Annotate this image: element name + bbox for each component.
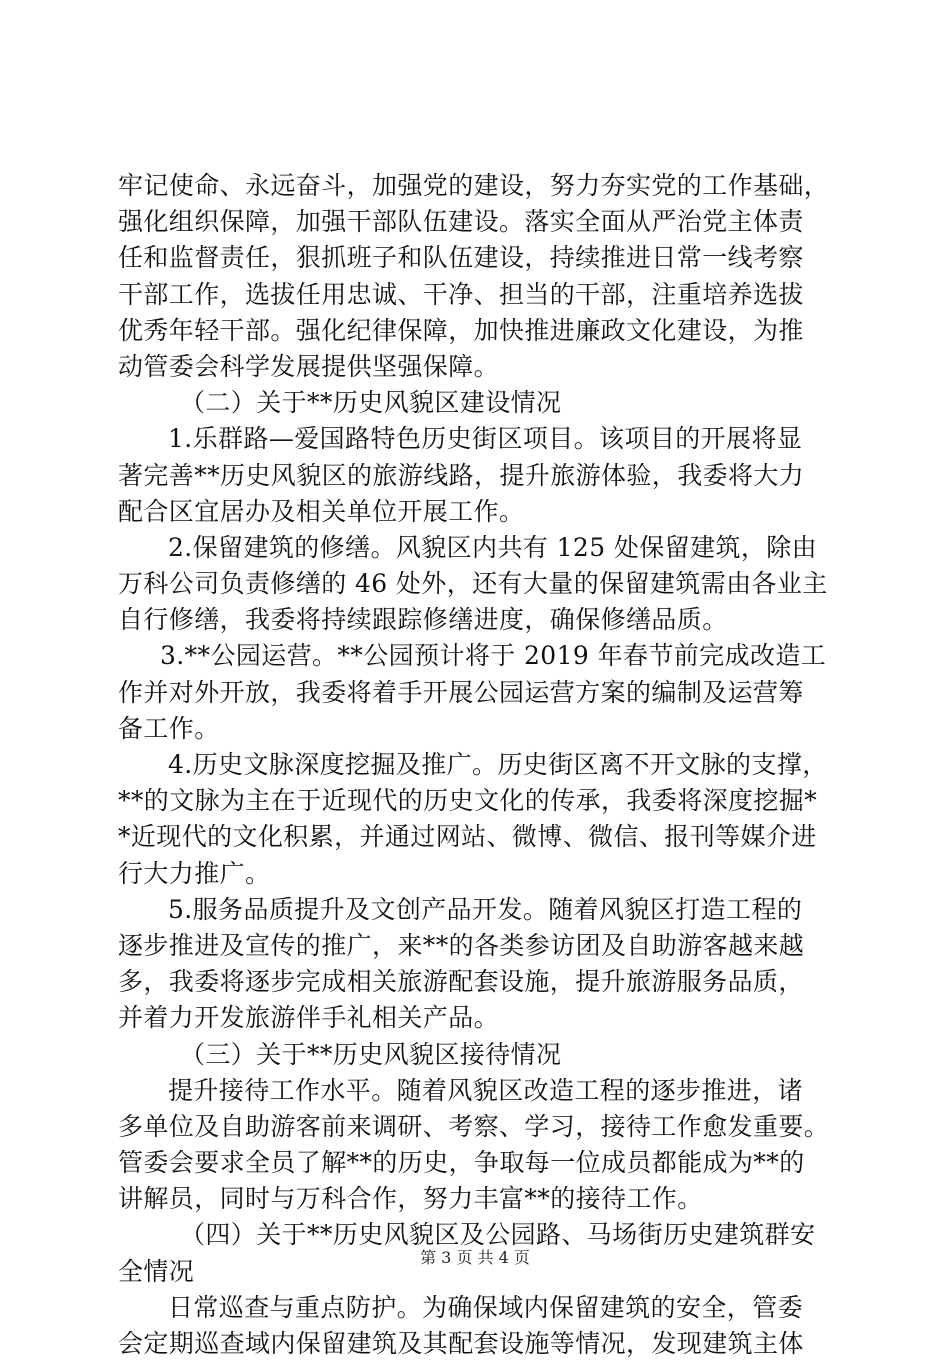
- text-line: 逐步推进及宣传的推广，来**的各类参访团及自助游客越来越: [118, 930, 805, 960]
- text-line: 1.乐群路—爱国路特色历史街区项目。该项目的开展将显: [168, 424, 803, 454]
- text-line: 动管委会科学发展提供坚强保障。: [118, 351, 500, 381]
- text-line: 干部工作，选拔任用忠诚、干净、担当的干部，注重培养选拔: [118, 279, 804, 309]
- text-line: 备工作。: [118, 713, 220, 743]
- section-heading-3: （三）关于**历史风貌区接待情况: [180, 1039, 562, 1069]
- text-line: 任和监督责任，狠抓班子和队伍建设，持续推进日常一线考察: [118, 243, 804, 273]
- text-line: 强化组织保障，加强干部队伍建设。落实全面从严治党主体责: [118, 207, 804, 237]
- text-line: 讲解员，同时与万科合作，努力丰富**的接待工作。: [118, 1184, 703, 1214]
- text-line: 5.服务品质提升及文创产品开发。随着风貌区打造工程的: [168, 894, 803, 924]
- text-line: 优秀年轻干部。强化纪律保障，加快推进廉政文化建设，为推: [118, 315, 804, 345]
- text-line: 2.保留建筑的修缮。风貌区内共有 125 处保留建筑，除由: [168, 532, 818, 562]
- text-line: 自行修缮，我委将持续跟踪修缮进度，确保修缮品质。: [118, 605, 728, 635]
- text-line: 行大力推广。: [118, 858, 271, 888]
- text-line: **的文脉为主在于近现代的历史文化的传承，我委将深度挖掘*: [118, 786, 818, 816]
- text-line: 会定期巡查域内保留建筑及其配套设施等情况，发现建筑主体: [118, 1329, 804, 1358]
- text-line: 著完善**历史风貌区的旅游线路，提升旅游体验，我委将大力: [118, 460, 805, 490]
- text-line: 全情况: [118, 1256, 195, 1286]
- text-line: 并着力开发旅游伴手礼相关产品。: [118, 1003, 500, 1033]
- text-line: 日常巡查与重点防护。为确保域内保留建筑的安全，管委: [168, 1292, 804, 1322]
- text-line: 3.**公园运营。**公园预计将于 2019 年春节前完成改造工: [160, 641, 827, 671]
- document-body: [118, 168, 832, 1362]
- page-number-footer: 第 3 页 共 4 页: [420, 1248, 530, 1267]
- text-line: 多，我委将逐步完成相关旅游配套设施，提升旅游服务品质，: [118, 967, 804, 997]
- section-heading-4: （四）关于**历史风貌区及公园路、马场街历史建筑群安: [180, 1220, 816, 1250]
- text-line: *近现代的文化积累，并通过网站、微博、微信、报刊等媒介进: [118, 822, 817, 852]
- text-line: 万科公司负责修缮的 46 处外，还有大量的保留建筑需由各业主: [118, 569, 828, 599]
- text-line: 管委会要求全员了解**的历史，争取每一位成员都能成为**的: [118, 1148, 805, 1178]
- section-heading-2: （二）关于**历史风貌区建设情况: [180, 388, 562, 418]
- text-line: 牢记使命、永远奋斗，加强党的建设，努力夯实党的工作基础，: [118, 171, 830, 200]
- text-line: 提升接待工作水平。随着风貌区改造工程的逐步推进，诸: [168, 1075, 804, 1105]
- text-line: 多单位及自助游客前来调研、考察、学习，接待工作愈发重要。: [118, 1111, 830, 1141]
- text-line: 4.历史文脉深度挖掘及推广。历史街区离不开文脉的支撑，: [168, 750, 828, 779]
- text-line: 作并对外开放，我委将着手开展公园运营方案的编制及运营筹: [118, 677, 804, 707]
- text-line: 配合区宜居办及相关单位开展工作。: [118, 496, 525, 526]
